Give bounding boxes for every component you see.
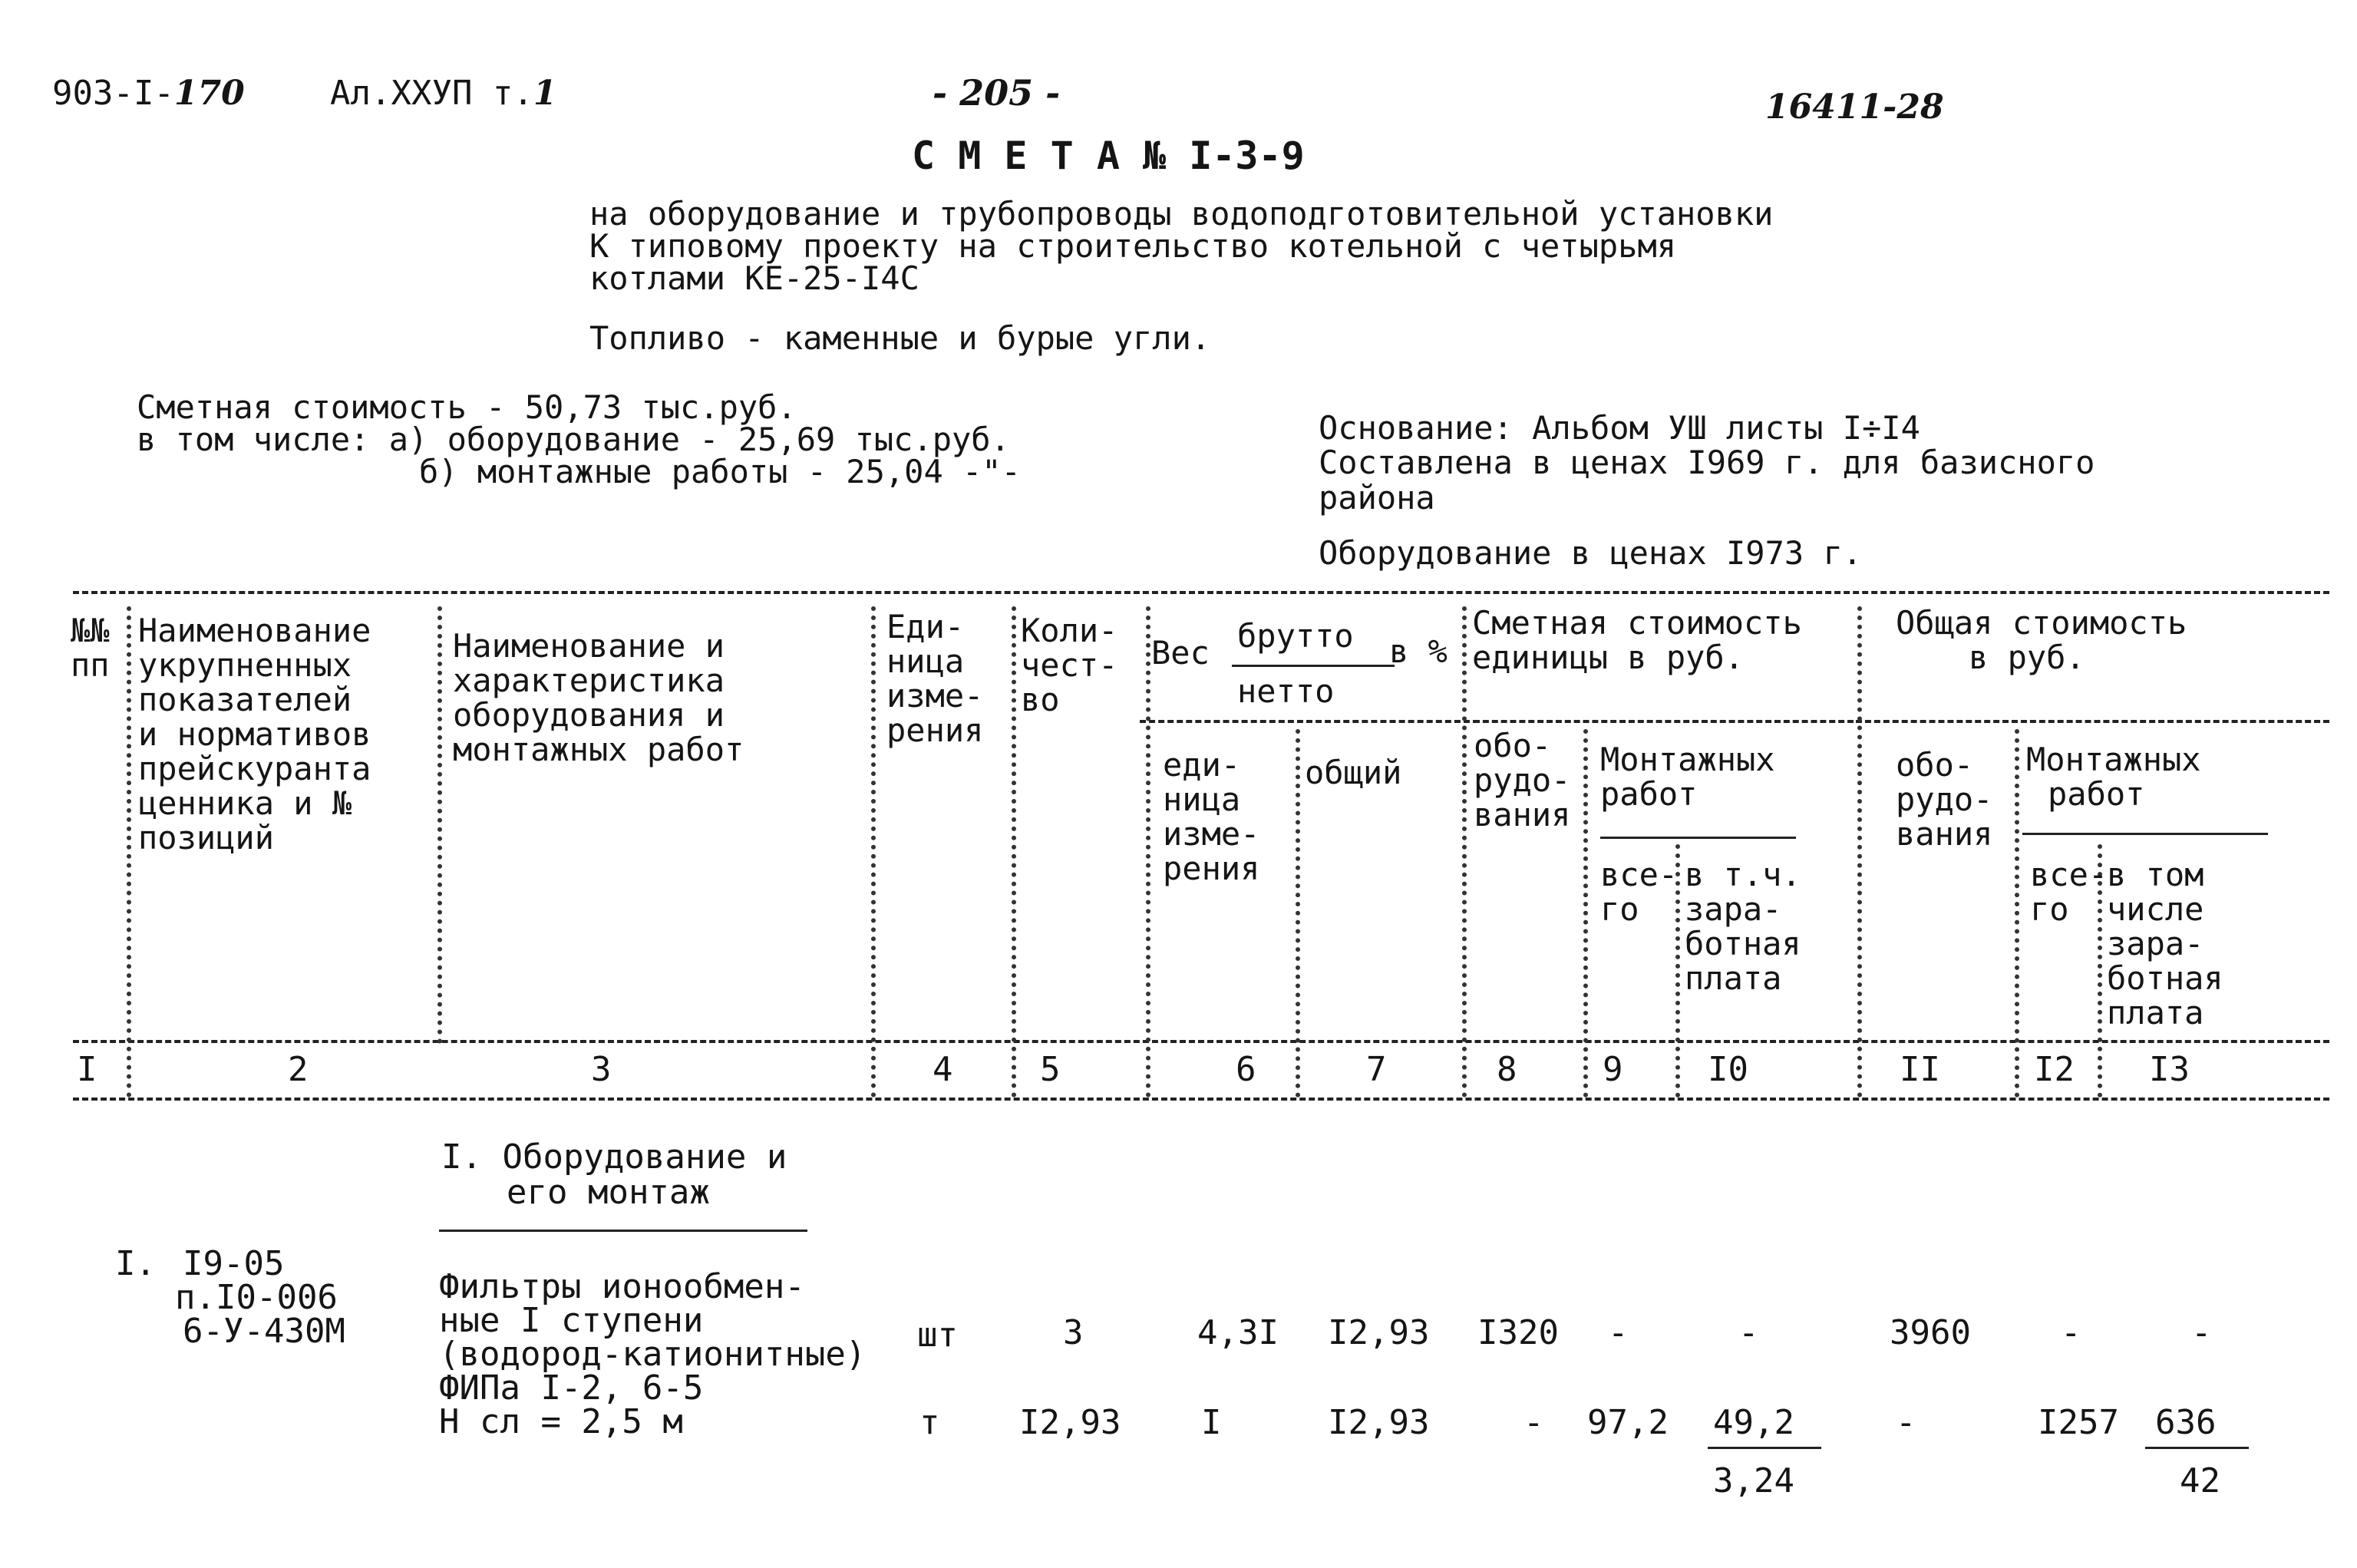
- album-reference-handwritten: 1: [533, 74, 557, 113]
- header-text: пп: [71, 645, 110, 684]
- header-weight-percent: в %: [1389, 632, 1448, 670]
- column-number: I3: [2149, 1050, 2190, 1089]
- header-col3: [453, 629, 744, 767]
- header-text: позиций: [138, 818, 275, 857]
- header-text: Коли-: [1021, 612, 1118, 649]
- row2-total-wage-bottom: 42: [2180, 1461, 2220, 1500]
- header-col10: [1685, 858, 1801, 996]
- row2-cost-mont-wage-bottom: 3,24: [1713, 1461, 1794, 1500]
- estimate-subtitle: [589, 195, 1774, 297]
- column-number: 4: [933, 1050, 953, 1089]
- header-bottom-rule: [73, 1040, 2329, 1043]
- header-text: Общая стоимость: [1896, 604, 2187, 642]
- header-text: вания: [1474, 795, 1571, 834]
- row1-cost-mont-wage: -: [1738, 1313, 1759, 1352]
- column-number: I2: [2034, 1050, 2075, 1089]
- col-sep-2: [437, 606, 442, 1044]
- table-top-rule: [73, 591, 2329, 594]
- row-item-name: [439, 1267, 867, 1441]
- document-code-printed: 903-I-: [52, 74, 174, 113]
- section-title-underline: [439, 1230, 807, 1232]
- header-text: чест-: [1021, 645, 1118, 684]
- header-text: обо-: [1474, 727, 1552, 764]
- column-numbers-rule: [73, 1098, 2329, 1101]
- basis-region: района: [1319, 478, 1435, 517]
- row1-weight-total: I2,93: [1328, 1313, 1430, 1352]
- header-col8: [1474, 729, 1570, 833]
- col-sep-4: [1012, 606, 1016, 1098]
- row1-weight-unit: 4,3I: [1197, 1313, 1279, 1352]
- header-text: оборудования и: [453, 695, 725, 734]
- row1-qty: 3: [1063, 1313, 1084, 1352]
- header-text: работ: [1600, 774, 1698, 813]
- header-text: Монтажных: [2026, 741, 2201, 778]
- header-text: характеристика: [453, 661, 725, 699]
- basis-album: Основание: Альбом УШ листы I÷I4: [1319, 409, 1920, 447]
- price-code: I9-05: [183, 1244, 285, 1283]
- row2-total-mont: I257: [2038, 1403, 2119, 1442]
- header-text: прейскуранта: [138, 749, 371, 787]
- section-title: [441, 1137, 787, 1213]
- col-sep-1: [127, 606, 131, 1098]
- row2-total-equipment: -: [1896, 1403, 1916, 1442]
- column-number: I: [77, 1050, 97, 1089]
- header-text: обо-: [1896, 746, 1974, 784]
- item-name-line: (водород-катионитные): [439, 1335, 867, 1374]
- header-text: все-: [2030, 856, 2108, 893]
- album-reference: [330, 74, 557, 113]
- row1-total-wage: -: [2191, 1313, 2212, 1352]
- basis-equipment-prices: Оборудование в ценах I973 г.: [1319, 534, 1863, 572]
- header-text: Сметная стоимость: [1472, 604, 1802, 642]
- row2-unit: т: [919, 1403, 940, 1442]
- header-sub-rule-total-cost: [1856, 720, 2329, 723]
- item-name-line: ные I ступени: [439, 1301, 704, 1340]
- header-text: в т.ч.: [1685, 856, 1801, 893]
- estimate-title: С М Е Т А № I-3-9: [912, 134, 1305, 178]
- row-number: I.: [115, 1244, 156, 1283]
- item-name-line: ФИПа I-2, 6-5: [439, 1368, 704, 1408]
- column-number: 2: [288, 1050, 309, 1089]
- basis-prices: Составлена в ценах I969 г. для базисного: [1319, 444, 2095, 482]
- row2-weight-unit: I: [1201, 1403, 1222, 1442]
- document-code: [52, 74, 245, 113]
- header-text: №№: [71, 612, 110, 649]
- fuel-note: Топливо - каменные и бурые угли.: [589, 319, 1211, 357]
- header-text: числе: [2107, 890, 2204, 928]
- basis-block: [1319, 411, 2095, 515]
- header-text: рения: [1163, 849, 1260, 887]
- row2-total-wage-fraction-bar: [2145, 1447, 2249, 1449]
- header-text: изме-: [1163, 814, 1260, 853]
- section-title-line: I. Оборудование и: [441, 1137, 787, 1177]
- row2-cost-mont-wage-top: 49,2: [1713, 1403, 1794, 1442]
- col-sep-10: [1857, 606, 1862, 1098]
- column-number: 3: [591, 1050, 612, 1089]
- header-weight-netto: нетто: [1237, 672, 1335, 710]
- header-col7: [1305, 756, 1401, 791]
- header-text: зара-: [1685, 890, 1782, 928]
- header-text: укрупненных: [138, 645, 352, 684]
- header-text: в том: [2107, 856, 2204, 893]
- row1-total-mont: -: [2061, 1313, 2081, 1352]
- header-text: рудо-: [1474, 761, 1571, 799]
- header-total-cost-title: [1896, 606, 2187, 675]
- header-mont2-title: [2026, 743, 2201, 812]
- header-text: го: [2030, 890, 2069, 928]
- row1-unit: шт: [917, 1315, 958, 1355]
- header-col5: [1021, 614, 1117, 718]
- row2-weight-total: I2,93: [1328, 1403, 1430, 1442]
- header-text: и нормативов: [138, 715, 371, 753]
- subtitle-line: на оборудование и трубопроводы водоподготовительной установки: [589, 195, 1774, 233]
- inventory-number: 16411-28: [1765, 87, 1944, 127]
- header-sub-rule-unit-cost: [1474, 720, 1854, 723]
- header-col2: [138, 614, 371, 856]
- header-text: в руб.: [1969, 638, 2085, 676]
- col-sep-5: [1146, 606, 1150, 1098]
- header-col9: [1600, 858, 1678, 927]
- header-text: плата: [1685, 959, 1782, 997]
- header-text: еди-: [1163, 746, 1241, 784]
- item-name-line: Фильтры ионообмен-: [439, 1267, 805, 1306]
- header-text: го: [1600, 890, 1639, 928]
- header-col6: [1163, 748, 1259, 886]
- row2-wage-fraction-bar: [1708, 1447, 1821, 1449]
- row1-cost-equipment: I320: [1477, 1313, 1559, 1352]
- header-weight-brutto: брутто: [1237, 617, 1354, 655]
- item-name-line: Н сл = 2,5 м: [439, 1402, 683, 1441]
- header-text: показателей: [138, 680, 352, 718]
- header-text: Монтажных: [1600, 741, 1775, 778]
- header-text: рения: [886, 711, 984, 749]
- price-code: 6-У-430М: [183, 1312, 345, 1351]
- header-text: во: [1021, 680, 1060, 718]
- header-text: Наименование и: [453, 627, 725, 665]
- header-text: ница: [886, 642, 965, 680]
- header-text: монтажных работ: [453, 730, 744, 768]
- cost-summary-equipment: в том числе: а) оборудование - 25,69 тыс.руб.: [137, 421, 1010, 458]
- mont1-sub-rule: [1600, 837, 1796, 839]
- column-number: I0: [1708, 1050, 1748, 1089]
- header-text: Наименование: [138, 612, 371, 649]
- header-col12: [2030, 858, 2108, 927]
- header-text: общий: [1305, 754, 1402, 791]
- album-reference-printed: Ал.XXУП т.: [330, 74, 533, 113]
- row-price-codes: [175, 1244, 345, 1351]
- subtitle-line: К типовому проекту на строительство котельной с четырьмя: [589, 227, 1677, 265]
- page-number: - 205 -: [933, 72, 1061, 114]
- row2-cost-equipment: -: [1523, 1403, 1544, 1442]
- column-number: 8: [1497, 1050, 1517, 1089]
- row2-cost-mont-total: 97,2: [1587, 1403, 1669, 1442]
- header-text: вания: [1896, 814, 1993, 853]
- price-code: п.I0-006: [175, 1278, 338, 1317]
- header-text: все-: [1600, 856, 1679, 893]
- header-col13: [2107, 858, 2223, 1031]
- header-text: ница: [1163, 780, 1241, 818]
- col-sep-3: [871, 606, 876, 1098]
- section-title-line: его монтаж: [507, 1173, 710, 1213]
- header-sub-rule-weight: [1140, 720, 1479, 723]
- header-text: ботная: [2107, 959, 2223, 997]
- row2-total-wage-top: 636: [2155, 1403, 2217, 1442]
- header-text: плата: [2107, 993, 2204, 1032]
- weight-fraction-bar: [1232, 665, 1395, 667]
- col-sep-11: [2015, 729, 2019, 1098]
- header-weight-title: Вес: [1151, 634, 1210, 672]
- header-text: единицы в руб.: [1472, 638, 1745, 676]
- header-col1: [71, 614, 110, 683]
- header-text: рудо-: [1896, 780, 1993, 818]
- column-number: 7: [1366, 1050, 1387, 1089]
- header-text: зара-: [2107, 924, 2204, 962]
- col-sep-6: [1296, 729, 1300, 1098]
- header-col11: [1896, 748, 1992, 852]
- cost-summary-installation: б) монтажные работы - 25,04 -"-: [419, 453, 1021, 490]
- document-code-handwritten: 170: [173, 74, 245, 113]
- column-number: II: [1900, 1050, 1940, 1089]
- cost-summary: [137, 388, 1021, 490]
- column-number: 5: [1040, 1050, 1061, 1089]
- header-text: ценника и №: [138, 784, 352, 822]
- col-sep-8: [1583, 729, 1588, 1098]
- col-sep-7: [1462, 606, 1467, 1098]
- mont2-sub-rule: [2022, 833, 2268, 835]
- cost-summary-total: Сметная стоимость - 50,73 тыс.руб.: [137, 388, 797, 426]
- header-text: ботная: [1685, 924, 1801, 962]
- header-mont1-title: [1600, 743, 1775, 812]
- column-number: 6: [1236, 1050, 1256, 1089]
- header-unit-cost-title: [1472, 606, 1802, 675]
- column-number: 9: [1603, 1050, 1623, 1089]
- header-text: Еди-: [886, 608, 965, 645]
- header-col4: [886, 610, 983, 748]
- row1-cost-mont-total: -: [1608, 1313, 1629, 1352]
- row2-qty: I2,93: [1019, 1403, 1121, 1442]
- row1-total-equipment: 3960: [1890, 1313, 1971, 1352]
- header-text: изме-: [886, 676, 984, 715]
- header-text: работ: [2048, 774, 2145, 813]
- subtitle-line: котлами КЕ-25-I4С: [589, 259, 919, 297]
